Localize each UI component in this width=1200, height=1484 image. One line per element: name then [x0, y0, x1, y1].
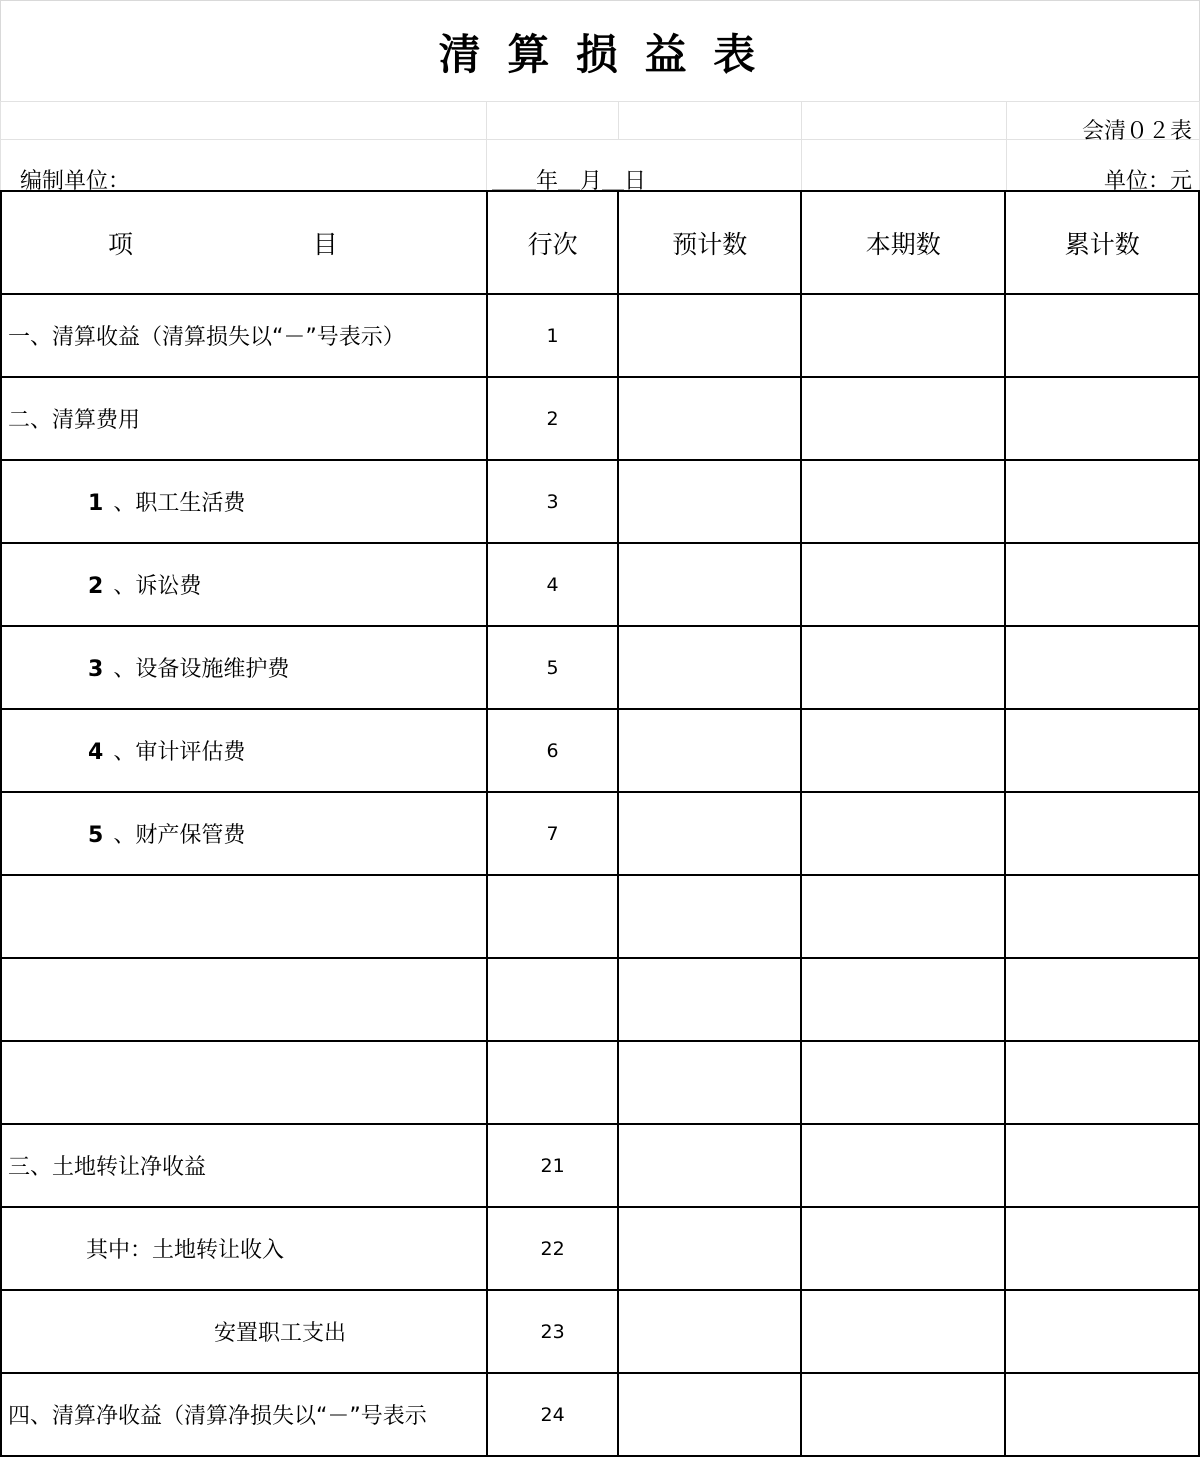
cell-estimated[interactable]: [618, 1041, 801, 1124]
item-label: 、设备设施维护费: [113, 657, 290, 682]
row-item[interactable]: [1, 626, 487, 709]
date-label: ＿＿年＿月＿日: [492, 169, 647, 194]
table-row: [1, 792, 1199, 875]
header-line-no: 行次: [487, 191, 619, 294]
row-item[interactable]: 三、土地转让净收益: [1, 1124, 487, 1207]
cell-current-period[interactable]: [801, 1041, 1005, 1124]
income-statement-table: [0, 190, 1200, 1457]
cell-cumulative[interactable]: [1005, 792, 1199, 875]
gridline: [0, 139, 1200, 140]
item-number: 2: [88, 574, 104, 599]
gridline: [0, 101, 1, 190]
cell-cumulative[interactable]: [1005, 875, 1199, 958]
cell-estimated[interactable]: [618, 958, 801, 1041]
header-item: [1, 191, 487, 294]
cell-estimated[interactable]: [618, 626, 801, 709]
gridline: [486, 101, 487, 190]
item-label: 、诉讼费: [113, 574, 202, 599]
cell-current-period[interactable]: [801, 958, 1005, 1041]
row-line-no[interactable]: [487, 958, 619, 1041]
header-current-period: 本期数: [801, 191, 1005, 294]
row-line-no[interactable]: 2: [487, 377, 619, 460]
row-line-no[interactable]: [487, 875, 619, 958]
cell-estimated[interactable]: [618, 294, 801, 377]
cell-estimated[interactable]: [618, 543, 801, 626]
row-line-no[interactable]: 22: [487, 1207, 619, 1290]
cell-current-period[interactable]: [801, 626, 1005, 709]
row-line-no[interactable]: 24: [487, 1373, 619, 1456]
cell-current-period[interactable]: [801, 1124, 1005, 1207]
item-label: 、审计评估费: [113, 740, 246, 765]
row-item[interactable]: [1, 709, 487, 792]
prepared-by-label: 编制单位：: [20, 169, 131, 194]
table-row: [1, 1207, 1199, 1290]
cell-cumulative[interactable]: [1005, 1290, 1199, 1373]
row-line-no[interactable]: 21: [487, 1124, 619, 1207]
table-row: [1, 460, 1199, 543]
cell-estimated[interactable]: [618, 792, 801, 875]
table-row: [1, 377, 1199, 460]
header-estimated: 预计数: [618, 191, 801, 294]
cell-current-period[interactable]: [801, 709, 1005, 792]
table-row: [1, 958, 1199, 1041]
cell-estimated[interactable]: [618, 875, 801, 958]
row-item[interactable]: [1, 875, 487, 958]
cell-current-period[interactable]: [801, 792, 1005, 875]
cell-cumulative[interactable]: [1005, 1207, 1199, 1290]
item-number: 1: [88, 491, 104, 516]
row-item[interactable]: 一、清算收益（清算损失以“－”号表示）: [1, 294, 487, 377]
table-header-row: [1, 191, 1199, 294]
row-item[interactable]: 安置职工支出: [1, 1290, 487, 1373]
row-item[interactable]: [1, 958, 487, 1041]
cell-cumulative[interactable]: [1005, 1373, 1199, 1456]
cell-current-period[interactable]: [801, 875, 1005, 958]
row-line-no[interactable]: 3: [487, 460, 619, 543]
row-line-no[interactable]: 23: [487, 1290, 619, 1373]
cell-cumulative[interactable]: [1005, 377, 1199, 460]
cell-estimated[interactable]: [618, 1373, 801, 1456]
table-row: [1, 1124, 1199, 1207]
table-row: [1, 709, 1199, 792]
cell-cumulative[interactable]: [1005, 460, 1199, 543]
cell-current-period[interactable]: [801, 294, 1005, 377]
cell-cumulative[interactable]: [1005, 709, 1199, 792]
cell-current-period[interactable]: [801, 377, 1005, 460]
cell-current-period[interactable]: [801, 460, 1005, 543]
cell-current-period[interactable]: [801, 1290, 1005, 1373]
item-label: 、职工生活费: [113, 491, 246, 516]
item-number: 3: [88, 657, 104, 682]
row-line-no[interactable]: 4: [487, 543, 619, 626]
form-code: 会清０２表: [1081, 119, 1192, 144]
cell-cumulative[interactable]: [1005, 1041, 1199, 1124]
row-line-no[interactable]: 6: [487, 709, 619, 792]
row-item[interactable]: 二、清算费用: [1, 377, 487, 460]
table-row: [1, 543, 1199, 626]
cell-cumulative[interactable]: [1005, 626, 1199, 709]
row-item[interactable]: [1, 543, 487, 626]
header-item-right: 目: [312, 229, 338, 259]
item-number: 5: [88, 823, 104, 848]
item-number: 4: [88, 740, 104, 765]
table-row: [1, 1290, 1199, 1373]
cell-cumulative[interactable]: [1005, 543, 1199, 626]
cell-estimated[interactable]: [618, 709, 801, 792]
currency-unit-label: 单位：元: [1103, 169, 1192, 194]
row-item[interactable]: [1, 1041, 487, 1124]
row-item[interactable]: 四、清算净收益（清算净损失以“－”号表示: [1, 1373, 487, 1456]
row-item[interactable]: [1, 460, 487, 543]
row-item[interactable]: [1, 792, 487, 875]
cell-current-period[interactable]: [801, 1207, 1005, 1290]
report-title: 清 算 损 益 表: [0, 0, 1200, 102]
cell-cumulative[interactable]: [1005, 958, 1199, 1041]
table-row: [1, 1373, 1199, 1456]
cell-estimated[interactable]: [618, 1124, 801, 1207]
table-row: [1, 875, 1199, 958]
gridline: [1006, 101, 1007, 190]
cell-current-period[interactable]: [801, 543, 1005, 626]
table-row: [1, 1041, 1199, 1124]
cell-current-period[interactable]: [801, 1373, 1005, 1456]
row-item[interactable]: 其中：土地转让收入: [1, 1207, 487, 1290]
cell-estimated[interactable]: [618, 1290, 801, 1373]
row-line-no[interactable]: 5: [487, 626, 619, 709]
cell-cumulative[interactable]: [1005, 1124, 1199, 1207]
table-row: [1, 294, 1199, 377]
row-line-no[interactable]: [487, 1041, 619, 1124]
gridline: [618, 101, 619, 139]
cell-estimated[interactable]: [618, 377, 801, 460]
cell-estimated[interactable]: [618, 1207, 801, 1290]
cell-estimated[interactable]: [618, 460, 801, 543]
gridline: [0, 101, 1200, 102]
header-item-left: 项: [108, 229, 134, 259]
header-cumulative: 累计数: [1005, 191, 1199, 294]
row-line-no[interactable]: 7: [487, 792, 619, 875]
gridline: [801, 101, 802, 190]
row-line-no[interactable]: 1: [487, 294, 619, 377]
item-label: 、财产保管费: [113, 823, 246, 848]
cell-cumulative[interactable]: [1005, 294, 1199, 377]
table-row: [1, 626, 1199, 709]
